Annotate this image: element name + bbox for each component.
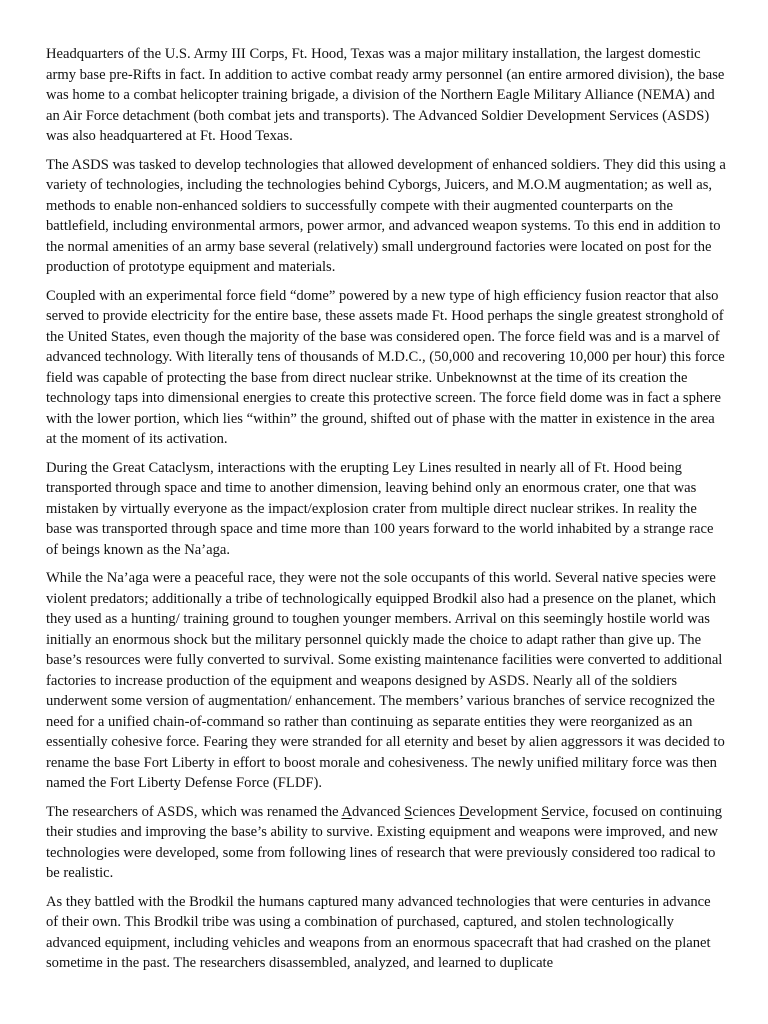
paragraph-7: As they battled with the Brodkil the humans captured many advanced technologies that were centuries in advance of their own. This Brodkil tribe was using a combination of purchased, captured, and stolen technologically advanced equipment, including vehicles and weapons from an enormous spacecraft that had crashed on the planet sometime in the past. The researchers disassembled, analyzed, and learned to duplicate <box>46 893 711 971</box>
word-sciences-rest: ciences <box>412 803 459 820</box>
paragraph-6-intro: The researchers of ASDS, which was renamed the <box>46 803 342 820</box>
paragraph-4: During the Great Cataclysm, interactions with the erupting Ley Lines resulted in nearly all of Ft. Hood being transported through space and time to another dimension, leaving behind only an enormous crater, one that was mistaken by virtually everyone as the impact/explosion crater from multiple direct nuclear strikes. In reality the base was transported through space and time more than 100 years forward to the world inhabited by a strange race of beings known as the Na’aga. <box>46 459 714 558</box>
underlined-letter-s: S <box>404 803 413 820</box>
paragraph-6 <box>46 802 726 884</box>
paragraph-5: While the Na’aga were a peaceful race, they were not the sole occupants of this world. Several native species were violent predators; additionally a tribe of technologically equipped Brodkil also had a presence on the planet, which they used as a hunting/ training ground to toughen younger members. Arrival on this seemingly hostile world was initially an enormous shock but the military personnel quickly made the choice to adapt rather than give up. The base’s resources were fully converted to survival. Some existing maintenance facilities were converted to additional factories to increase production of the equipment and weapons designed by ASDS. Nearly all of the soldiers underwent some version of augmentation/ enhancement. The members’ various branches of service recognized the need for a unified chain-of-command so rather than continuing as separate entities they were reorganized as an essentially cohesive force. Fearing they were stranded for all eternity and beset by alien aggressors it was decided to rename the base Fort Liberty in effort to boost morale and cohesiveness. The newly unified military force was then named the Fort Liberty Defense Force (FLDF). <box>46 570 725 791</box>
paragraph-1: Headquarters of the U.S. Army III Corps, Ft. Hood, Texas was a major military installation, the largest domestic army base pre-Rifts in fact. In addition to active combat ready army personnel (an entire armored division), the base was home to a combat helicopter training brigade, a division of the Northern Eagle Military Alliance (NEMA) and an Air Force detachment (both combat jets and transports). The Advanced Soldier Development Services (ASDS) was also headquartered at Ft. Hood Texas. <box>46 46 725 144</box>
document-page <box>46 44 726 982</box>
underlined-letter-a: A <box>341 803 352 820</box>
underlined-letter-s2: S <box>541 803 550 820</box>
paragraph-6-outro: , focused on continuing their studies and improving the base’s ability to survive. Existing equipment and weapons were improved, and new technologies were developed, some from following lines of research that were previously considered too radical to be realistic. <box>46 803 723 881</box>
word-development-rest: evelopment <box>469 803 542 820</box>
underlined-letter-d: D <box>458 803 470 820</box>
paragraph-2: The ASDS was tasked to develop technologies that allowed development of enhanced soldiers. They did this using a variety of technologies, including the technologies behind Cyborgs, Juicers, and M.O.M augmentation; as well as, methods to enable non-enhanced soldiers to successfully compete with their augmented counterparts on the battlefield, including environmental armors, power armor, and advanced weapon systems. To this end in addition to the normal amenities of an army base several (relatively) small underground factories were located on post for the production of prototype equipment and materials. <box>46 156 726 275</box>
word-service-rest: ervice <box>549 803 586 820</box>
word-advanced-rest: dvanced <box>351 803 405 820</box>
paragraph-3: Coupled with an experimental force field “dome” powered by a new type of high efficiency fusion reactor that also served to provide electricity for the entire base, these assets made Ft. Hood perhaps the single greatest stronghold of the United States, even though the majority of the base was considered open. The force field was and is a marvel of advanced technology. With literally tens of thousands of M.D.C., (50,000 and recovering 10,000 per hour) this force field was capable of protecting the base from direct nuclear strike. Unbeknownst at the time of its creation the technology taps into dimensional energies to create this protective screen. The force field dome was in fact a sphere with the lower portion, which lies “within” the ground, shifted out of phase with the matter in existence in the area at the moment of its activation. <box>46 287 725 447</box>
